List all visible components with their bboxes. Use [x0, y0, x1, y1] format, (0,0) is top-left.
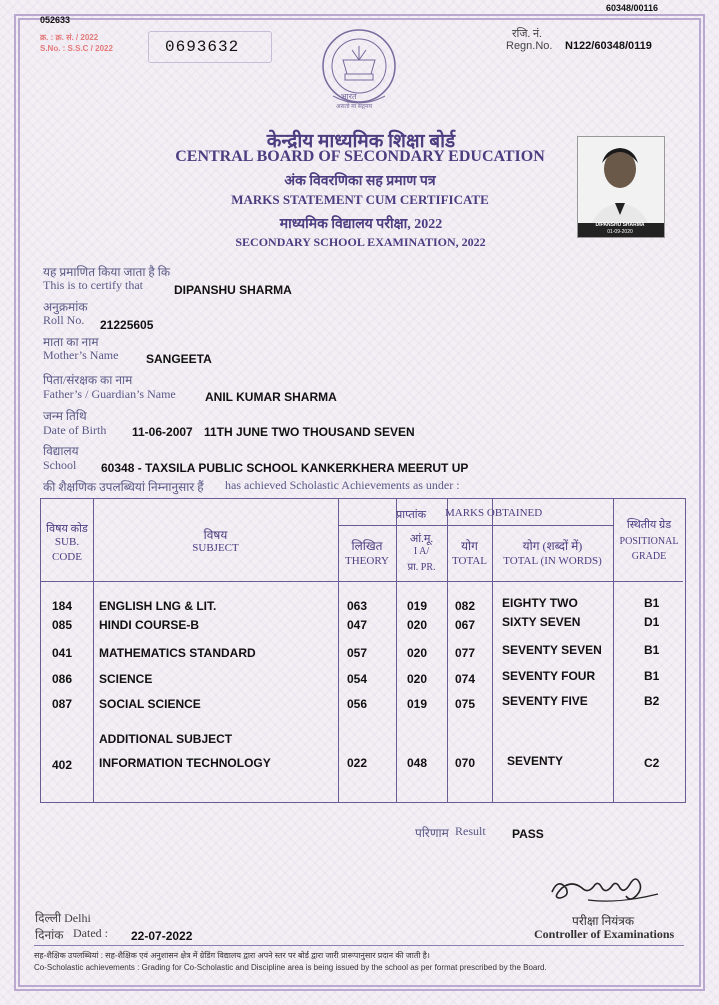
exam-title-english: SECONDARY SCHOOL EXAMINATION, 2022 [235, 235, 486, 249]
father-label: Father’s / Guardian’s Name [43, 387, 176, 401]
header-sub-code: SUB. [54, 536, 80, 548]
row-subject: SCIENCE [99, 672, 153, 686]
stamp-line-2: S.No. : S.S.C / 2022 [40, 44, 113, 53]
header-subject-hindi: विषय [203, 528, 228, 542]
row-ia: 019 [407, 697, 428, 711]
row-subject: ENGLISH LNG & LIT. [99, 599, 217, 613]
row-code: 041 [52, 646, 73, 660]
registration-number: N122/60348/0119 [565, 40, 652, 52]
board-title-english: CENTRAL BOARD OF SECONDARY EDUCATION [175, 148, 545, 165]
mother-name: SANGEETA [146, 352, 212, 366]
header-total: TOTAL [452, 555, 487, 567]
father-hindi-label: पिता/संरक्षक का नाम [43, 373, 133, 387]
exam-title-hindi: माध्यमिक विद्यालय परीक्षा, 2022 [279, 217, 443, 232]
result-value: PASS [512, 827, 544, 841]
date-hindi-label: दिनांक [35, 928, 64, 942]
row-ia: 019 [407, 599, 428, 613]
school-hindi-label: विद्यालय [43, 444, 79, 458]
controller-signature [548, 866, 668, 910]
header-theory: THEORY [345, 555, 389, 567]
top-left-code: 052633 [40, 15, 71, 25]
header-bottom-line [41, 581, 683, 582]
additional-ia: 048 [407, 756, 428, 770]
additional-subject-heading: ADDITIONAL SUBJECT [99, 732, 233, 746]
row-grade: B1 [644, 596, 660, 610]
row-grade: B1 [644, 643, 660, 657]
row-subject: SOCIAL SCIENCE [99, 697, 201, 711]
row-ia: 020 [407, 618, 428, 632]
row-grade: D1 [644, 615, 660, 629]
roll-hindi-label: अनुक्रमांक [43, 300, 88, 314]
result-hindi-label: परिणाम [415, 826, 449, 840]
mother-label: Mother’s Name [43, 348, 119, 362]
certificate-title-hindi: अंक विवरणिका सह प्रमाण पत्र [284, 174, 436, 189]
row-grade: B1 [644, 669, 660, 683]
registration-label: Regn.No. [506, 40, 553, 52]
header-words: TOTAL (IN WORDS) [503, 555, 602, 567]
registration-hindi: रजि. नं. [512, 28, 542, 40]
row-total-words: SIXTY SEVEN [502, 615, 581, 629]
marks-table [40, 498, 686, 803]
row-total-words: SEVENTY SEVEN [502, 643, 602, 657]
row-theory: 054 [347, 672, 368, 686]
row-theory: 057 [347, 646, 368, 660]
header-grade-hindi: स्थितीय ग्रेड [626, 519, 672, 531]
row-subject: HINDI COURSE-B [99, 618, 200, 632]
cbse-emblem-icon [311, 26, 407, 112]
row-total: 067 [455, 618, 476, 632]
header-divider [338, 525, 613, 526]
header-subject: SUBJECT [192, 542, 239, 554]
row-code: 085 [52, 618, 73, 632]
row-total-words: EIGHTY TWO [502, 596, 578, 610]
dob-label: Date of Birth [43, 423, 107, 437]
header-grade: POSITIONAL [619, 536, 679, 547]
controller-hindi: परीक्षा नियंत्रक [572, 914, 635, 928]
controller-label: Controller of Examinations [534, 927, 675, 941]
emblem-motto: असतो मा सद्गमय [336, 104, 373, 110]
row-total: 074 [455, 672, 476, 686]
place: दिल्ली Delhi [35, 911, 91, 925]
roll-number: 21225605 [100, 318, 154, 332]
photo-caption-name: DIPANSHU SHARMA [595, 222, 645, 228]
header-sub-code-2: CODE [52, 551, 82, 563]
header-ia: I A/ [413, 546, 430, 557]
achievements-hindi: की शैक्षणिक उपलब्धियां निम्नानुसार हैं [43, 480, 204, 494]
board-title-hindi: केन्द्रीय माध्यमिक शिक्षा बोर्ड [266, 131, 456, 152]
row-total: 077 [455, 646, 476, 660]
row-total-words: SEVENTY FOUR [502, 669, 596, 683]
row-theory: 056 [347, 697, 368, 711]
mother-hindi-label: माता का नाम [43, 335, 99, 349]
certificate-title-english: MARKS STATEMENT CUM CERTIFICATE [231, 192, 489, 207]
dob-value: 11-06-2007 [132, 425, 193, 439]
header-marks: MARKS OBTAINED [445, 507, 543, 519]
header-theory-hindi: लिखित [351, 539, 383, 553]
row-total: 082 [455, 599, 476, 613]
row-total-words: SEVENTY FIVE [502, 694, 588, 708]
header-words-hindi: योग (शब्दों में) [522, 539, 583, 553]
header-total-hindi: योग [461, 539, 478, 553]
row-subject: MATHEMATICS STANDARD [99, 646, 256, 660]
header-grade-2: GRADE [631, 551, 667, 562]
row-theory: 063 [347, 599, 368, 613]
additional-total: 070 [455, 756, 476, 770]
row-code: 086 [52, 672, 73, 686]
additional-words: SEVENTY [507, 754, 564, 768]
row-grade: B2 [644, 694, 660, 708]
emblem-bottom-text: भारत [341, 92, 357, 101]
school-name: 60348 - TAXSILA PUBLIC SCHOOL KANKERKHERA MEERUT UP [101, 461, 469, 475]
serial-number: 0693632 [165, 38, 240, 56]
header-marks-hindi: प्राप्तांक [396, 509, 427, 521]
certify-hindi-label: यह प्रमाणित किया जाता है कि [43, 265, 171, 279]
footnote-english: Co-Scholastic achievements : Grading for Co-Scholastic and Discipline area is being issued by the school as per format prescribed by the Board. [34, 963, 547, 972]
top-right-code: 60348/00116 [606, 3, 659, 13]
row-total: 075 [455, 697, 476, 711]
result-label: Result [455, 824, 486, 838]
stamp-line-1: क्र. : क्र. सं. / 2022 [40, 33, 99, 42]
footnote-hindi: सह-शैक्षिक उपलब्धियां : सह-शैक्षिक एवं अनुशासन क्षेत्र में ग्रेडिंग विद्यालय द्वारा अपने स्तर पर बोर्ड द्वारा जारी प्रारूपानुसार प्रदान की जाती है। [34, 951, 430, 960]
dob-words: 11TH JUNE TWO THOUSAND SEVEN [204, 425, 415, 439]
achievements-label: has achieved Scholastic Achievements as under : [225, 478, 460, 492]
date-value: 22-07-2022 [131, 929, 193, 943]
footnote-divider [34, 945, 684, 946]
additional-subject: INFORMATION TECHNOLOGY [99, 756, 271, 770]
additional-code: 402 [52, 758, 73, 772]
father-name: ANIL KUMAR SHARMA [205, 390, 337, 404]
school-label: School [43, 458, 77, 472]
row-code: 087 [52, 697, 73, 711]
row-ia: 020 [407, 672, 428, 686]
additional-grade: C2 [644, 756, 660, 770]
row-code: 184 [52, 599, 73, 613]
roll-label: Roll No. [43, 313, 85, 327]
header-ia-2: प्रा. PR. [407, 562, 436, 573]
certify-label: This is to certify that [43, 278, 143, 292]
header-sub-code-hindi: विषय कोड [46, 523, 88, 535]
photo-caption-date: 01-09-2020 [607, 229, 633, 235]
dob-hindi-label: जन्म तिथि [43, 409, 87, 423]
row-ia: 020 [407, 646, 428, 660]
date-label: Dated : [73, 926, 108, 940]
student-name: DIPANSHU SHARMA [174, 283, 292, 297]
additional-theory: 022 [347, 756, 368, 770]
header-ia-hindi: आं.मू. [409, 533, 434, 545]
row-theory: 047 [347, 618, 368, 632]
